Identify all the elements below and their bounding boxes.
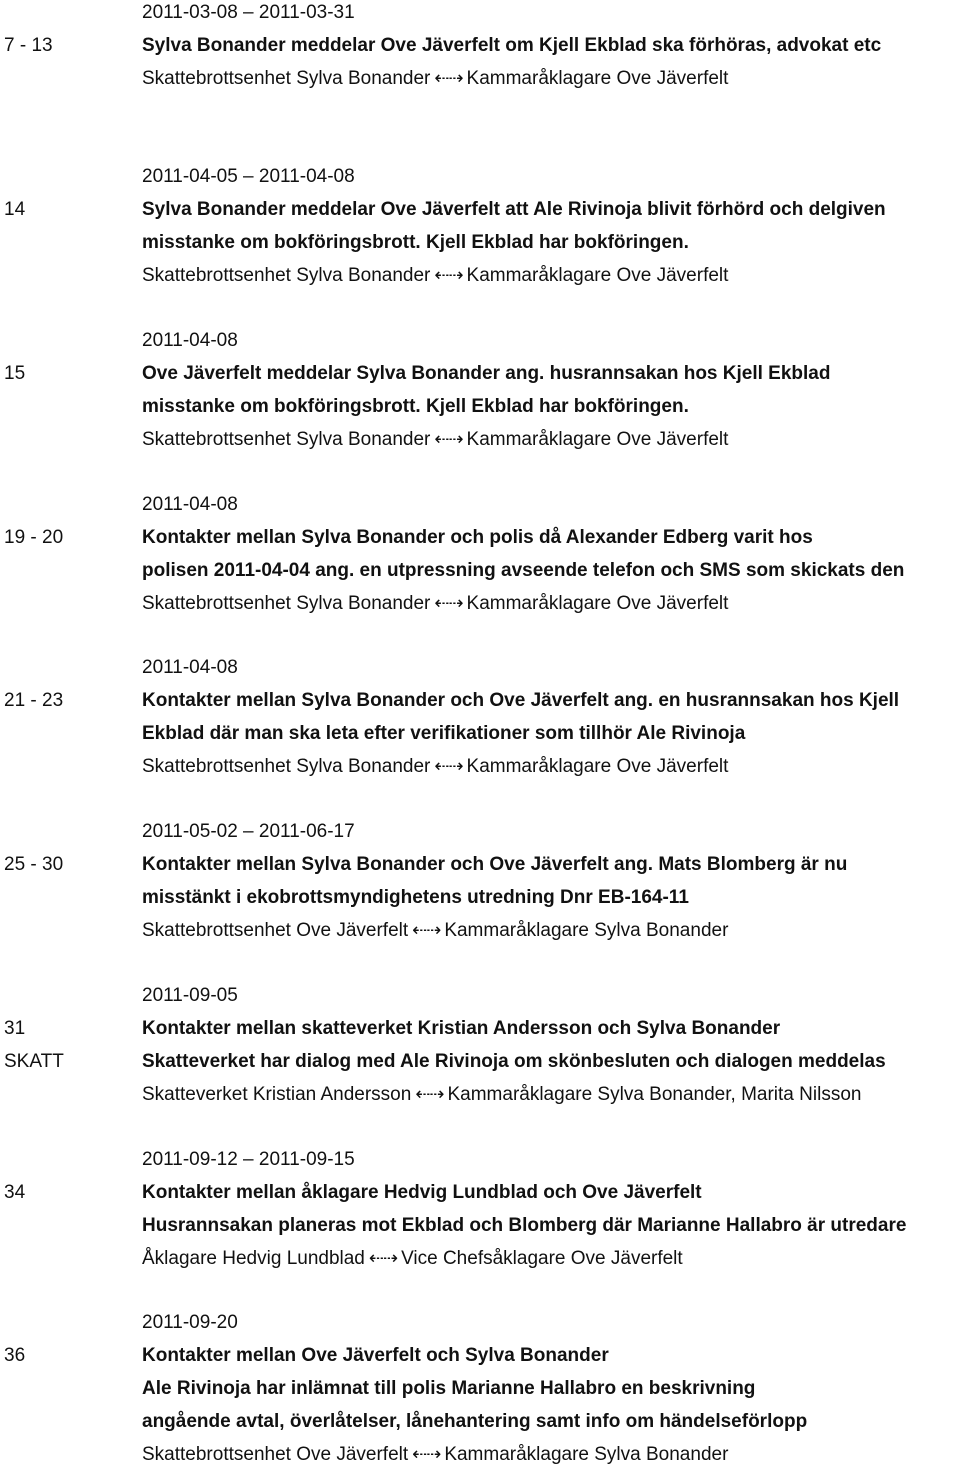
recipient-party: Kammaråklagare Ove Jäverfelt: [466, 265, 729, 286]
sender-party: Skatteverket Kristian Andersson: [142, 1084, 412, 1105]
sender-party: Skattebrottsenhet Sylva Bonander: [142, 68, 431, 89]
entry-reference-number: 34: [4, 1182, 26, 1203]
entry-reference-number: SKATT: [4, 1051, 64, 1072]
entry-description: Kontakter mellan Sylva Bonander och Ove Jäverfelt ang. en husrannsakan hos Kjell: [142, 690, 900, 711]
entry-parties: [142, 914, 960, 947]
entry-description: angående avtal, överlåtelser, lånehantering samt info om händelseförlopp: [142, 1411, 808, 1432]
entry-description: misstänkt i ekobrottsmyndighetens utredning Dnr EB-164-11: [142, 887, 689, 908]
entry-description: misstanke om bokföringsbrott. Kjell Ekblad har bokföringen.: [142, 232, 689, 253]
entry-parties: [142, 1242, 960, 1275]
entry-body: [142, 324, 960, 456]
entry-date: 2011-09-12 – 2011-09-15: [142, 1149, 355, 1170]
entry-date: 2011-04-05 – 2011-04-08: [142, 166, 355, 187]
entry-description: Skatteverket har dialog med Ale Rivinoja om skönbesluten och dialogen meddelas: [142, 1051, 886, 1072]
entry-description: Kontakter mellan åklagare Hedvig Lundblad och Ove Jäverfelt: [142, 1182, 702, 1203]
entry-body: [142, 815, 960, 947]
entry-body: [142, 0, 960, 95]
entry-parties: [142, 587, 960, 620]
sender-party: Skattebrottsenhet Sylva Bonander: [142, 265, 431, 286]
recipient-party: Kammaråklagare Ove Jäverfelt: [466, 593, 729, 614]
sender-party: Åklagare Hedvig Lundblad: [142, 1248, 365, 1269]
entry-date: 2011-04-08: [142, 657, 238, 678]
recipient-party: Kammaråklagare Sylva Bonander: [444, 920, 729, 941]
entry-description: Husrannsakan planeras mot Ekblad och Blomberg där Marianne Hallabro är utredare: [142, 1215, 907, 1236]
bidirectional-arrow-icon: ⇠⇢: [412, 1444, 441, 1464]
entry-reference-number: 15: [4, 363, 26, 384]
entry-reference-number: 21 - 23: [4, 690, 64, 711]
entry-reference-number: 36: [4, 1345, 26, 1366]
entry-description: Kontakter mellan Sylva Bonander och polis då Alexander Edberg varit hos: [142, 527, 813, 548]
entry-body: [142, 160, 960, 292]
entry-parties: [142, 750, 960, 783]
bidirectional-arrow-icon: ⇠⇢: [434, 265, 463, 285]
entry-parties: [142, 259, 960, 292]
entry-reference-number: 7 - 13: [4, 35, 53, 56]
entry-date: 2011-04-08: [142, 494, 238, 515]
bidirectional-arrow-icon: ⇠⇢: [434, 429, 463, 449]
entry-date: 2011-04-08: [142, 330, 238, 351]
entry-reference-number: 14: [4, 199, 26, 220]
entry-description: Sylva Bonander meddelar Ove Jäverfelt att Ale Rivinoja blivit förhörd och delgiven: [142, 199, 886, 220]
bidirectional-arrow-icon: ⇠⇢: [412, 920, 441, 940]
entry-description: Kontakter mellan Ove Jäverfelt och Sylva Bonander: [142, 1345, 609, 1366]
entry-description: Ale Rivinoja har inlämnat till polis Marianne Hallabro en beskrivning: [142, 1378, 756, 1399]
entry-reference-number: 31: [4, 1018, 26, 1039]
entry-description: Ekblad där man ska leta efter verifikationer som tillhör Ale Rivinoja: [142, 723, 746, 744]
entry-parties: [142, 62, 960, 95]
entry-body: [142, 1143, 960, 1275]
entry-parties: [142, 1078, 960, 1111]
entry-body: [142, 488, 960, 620]
sender-party: Skattebrottsenhet Sylva Bonander: [142, 593, 431, 614]
bidirectional-arrow-icon: ⇠⇢: [434, 593, 463, 613]
entry-body: [142, 1306, 960, 1471]
recipient-party: Kammaråklagare Ove Jäverfelt: [466, 68, 729, 89]
entry-date: 2011-03-08 – 2011-03-31: [142, 2, 355, 23]
entry-description: misstanke om bokföringsbrott. Kjell Ekblad har bokföringen.: [142, 396, 689, 417]
entry-description: Sylva Bonander meddelar Ove Jäverfelt om Kjell Ekblad ska förhöras, advokat etc: [142, 35, 882, 56]
entry-description: polisen 2011-04-04 ang. en utpressning avseende telefon och SMS som skickats den: [142, 560, 905, 581]
entry-description: Ove Jäverfelt meddelar Sylva Bonander ang. husrannsakan hos Kjell Ekblad: [142, 363, 831, 384]
bidirectional-arrow-icon: ⇠⇢: [368, 1248, 398, 1268]
entry-date: 2011-09-05: [142, 985, 238, 1006]
entry-body: [142, 651, 960, 783]
entry-reference-number: 19 - 20: [4, 527, 64, 548]
entry-body: [142, 979, 960, 1111]
bidirectional-arrow-icon: ⇠⇢: [434, 68, 463, 88]
entry-description: Kontakter mellan skatteverket Kristian Andersson och Sylva Bonander: [142, 1018, 781, 1039]
sender-party: Skattebrottsenhet Sylva Bonander: [142, 756, 431, 777]
sender-party: Skattebrottsenhet Sylva Bonander: [142, 429, 431, 450]
bidirectional-arrow-icon: ⇠⇢: [415, 1084, 444, 1104]
recipient-party: Vice Chefsåklagare Ove Jäverfelt: [401, 1248, 683, 1269]
recipient-party: Kammaråklagare Ove Jäverfelt: [466, 429, 729, 450]
sender-party: Skattebrottsenhet Ove Jäverfelt: [142, 920, 409, 941]
recipient-party: Kammaråklagare Sylva Bonander, Marita Nilsson: [447, 1084, 862, 1105]
entry-date: 2011-09-20: [142, 1312, 238, 1333]
recipient-party: Kammaråklagare Sylva Bonander: [444, 1444, 729, 1465]
entry-parties: [142, 423, 960, 456]
entry-description: Kontakter mellan Sylva Bonander och Ove Jäverfelt ang. Mats Blomberg är nu: [142, 854, 848, 875]
sender-party: Skattebrottsenhet Ove Jäverfelt: [142, 1444, 409, 1465]
entry-parties: [142, 1438, 960, 1471]
entry-reference-number: 25 - 30: [4, 854, 64, 875]
recipient-party: Kammaråklagare Ove Jäverfelt: [466, 756, 729, 777]
entry-date: 2011-05-02 – 2011-06-17: [142, 821, 355, 842]
bidirectional-arrow-icon: ⇠⇢: [434, 756, 463, 776]
